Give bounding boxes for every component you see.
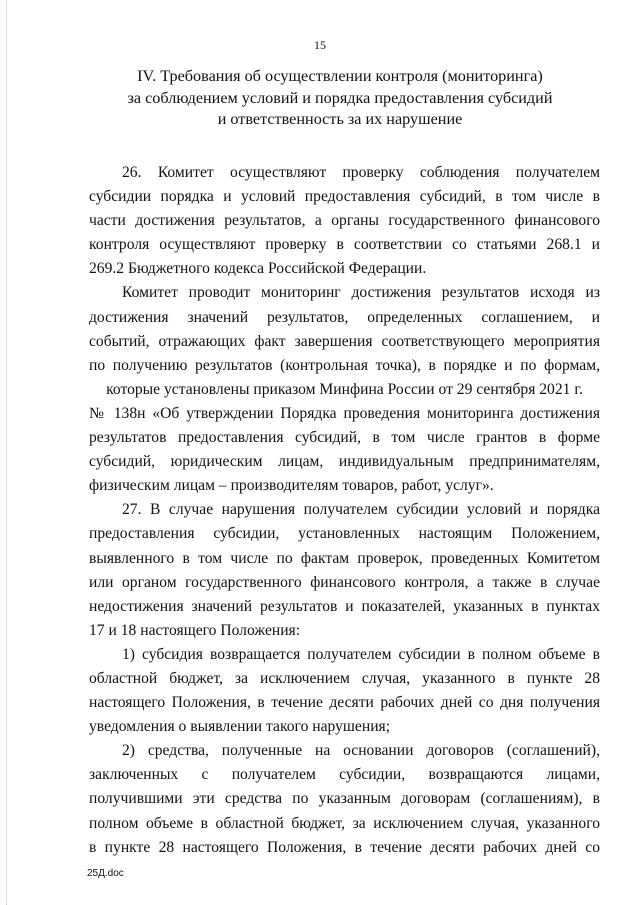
body-line: недостижения значений результатов и показателей, указанных в пунктах — [89, 597, 600, 615]
document-body — [89, 161, 600, 860]
body-line: получившими эти средства по указанным договорам (соглашениям), в — [89, 790, 600, 808]
body-line: по получению результатов (контрольная точка), в порядке и по формам, — [89, 356, 600, 374]
body-line: Комитет проводит мониторинг достижения результатов исходя из — [122, 284, 600, 302]
body-line: результатов предоставления субсидий, в том числе грантов в форме — [89, 429, 600, 447]
body-line: физическим лицам – производителям товаров, работ, услуг». — [89, 477, 494, 495]
body-line: 26. Комитет осуществляют проверку соблюдения получателем — [122, 164, 600, 181]
heading-line: IV. Требования об осуществлении контроля (мониторинга) — [137, 67, 543, 85]
body-line: настоящего Положения, в течение десяти рабочих дней со дня получения — [89, 694, 600, 712]
body-line: заключенных с получателем субсидии, возвращаются лицами, — [89, 766, 600, 784]
body-line: субсидий, юридическим лицам, индивидуальным предпринимателям, — [89, 453, 600, 471]
page-edge-line — [6, 0, 7, 905]
body-line: 1) субсидия возвращается получателем субсидии в полном объеме в — [122, 645, 600, 663]
body-line: в пункте 28 настоящего Положения, в течение десяти рабочих дней со — [89, 838, 600, 856]
body-line: 269.2 Бюджетного кодекса Российской Федерации. — [89, 260, 427, 278]
section-heading — [80, 66, 600, 131]
heading-line: за соблюдением условий и порядка предоставления субсидий — [127, 88, 553, 107]
body-line: выявленного в том числе по фактам проверок, проведенных Комитетом — [89, 549, 600, 567]
body-line: полном объеме в областной бюджет, за исключением случая, указанного — [89, 814, 600, 832]
page-number: 15 — [314, 38, 326, 52]
body-line: 17 и 18 настоящего Положения: — [89, 621, 301, 639]
body-line: или органом государственного финансового контроля, а также в случае — [89, 573, 600, 591]
body-line: достижения значений результатов, определенных соглашением, и — [89, 308, 600, 326]
body-line: областной бюджет, за исключением случая, указанного в пункте 28 — [89, 669, 600, 687]
body-line: 2) средства, полученные на основании договоров (соглашений), — [122, 742, 600, 760]
heading-line: и ответственность за их нарушение — [217, 110, 463, 128]
body-line: № 138н «Об утверждении Порядка проведения мониторинга достижения — [89, 404, 600, 422]
body-line: 27. В случае нарушения получателем субсидии условий и порядка — [122, 501, 600, 519]
body-line: части достижения результатов, а органы государственного финансового — [89, 212, 600, 230]
file-name-footer: 25Д.doc — [87, 868, 124, 879]
body-line: предоставления субсидии, установленных настоящим Положением, — [89, 525, 600, 543]
body-line: контроля осуществляют проверку в соответствии со статьями 268.1 и — [89, 236, 600, 254]
body-line: субсидии порядка и условий предоставления субсидий, в том числе в — [89, 188, 600, 206]
body-line: событий, отражающих факт завершения соответствующего мероприятия — [89, 332, 600, 350]
body-line: уведомления о выявлении такого нарушения; — [89, 718, 391, 736]
body-line: которые установлены приказом Минфина России от 29 сентября 2021 г. — [106, 380, 583, 398]
